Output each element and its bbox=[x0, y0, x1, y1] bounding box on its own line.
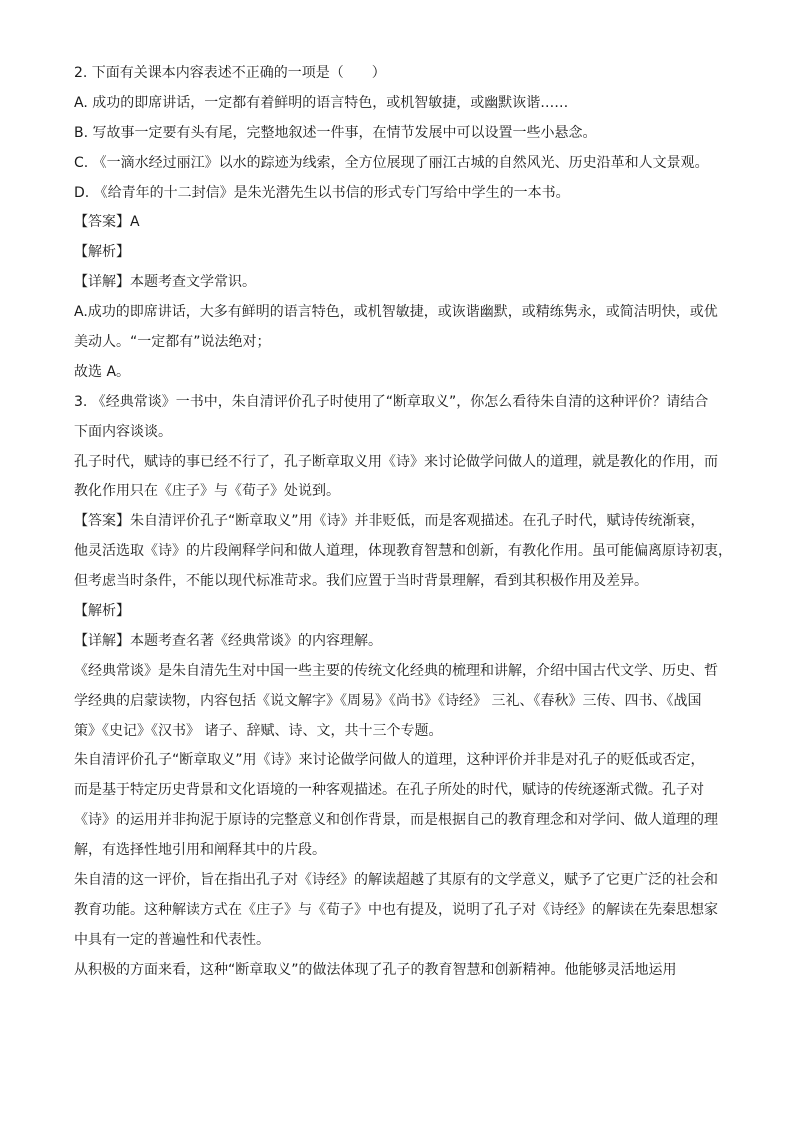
question-3-material-line-1: 孔子时代，赋诗的事已经不行了，孔子断章取义用《诗》来讨论做学问做人的道理，就是教化的作用，而 bbox=[74, 453, 718, 470]
option-a: A. 成功的即席讲话，一定都有着鲜明的语言特色，或机智敏捷，或幽默诙谐…… bbox=[74, 94, 569, 111]
option-d: D. 《给青年的十二封信》是朱光潜先生以书信的形式专门写给中学生的一本书。 bbox=[74, 184, 570, 201]
detail-3-para-3-line-1: 朱自清的这一评价，旨在指出孔子对《诗经》的解读超越了其原有的文学意义，赋予了它更广泛的社会和 bbox=[74, 872, 718, 889]
detail-2-line-2: 美动人。“一定都有”说法绝对； bbox=[74, 334, 271, 351]
answer-3-line-2: 他灵活选取《诗》的片段阐释学问和做人道理，体现教育智慧和创新，有教化作用。虽可能偏离原诗初衷， bbox=[74, 543, 732, 560]
detail-3-para-1-line-3: 策》《史记》《汉书》 诸子、辞赋、诗、文，共十三个专题。 bbox=[74, 722, 443, 739]
document-body bbox=[74, 62, 734, 989]
option-b: B. 写故事一定要有头有尾，完整地叙述一件事，在情节发展中可以设置一些小悬念。 bbox=[74, 124, 597, 141]
answer-3-line-3: 但考虑当时条件，不能以现代标准苛求。我们应置于当时背景理解，看到其积极作用及差异。 bbox=[74, 573, 648, 590]
detail-3-para-2-line-1: 朱自清评价孔子“断章取义”用《诗》来讨论做学问做人的道理，这种评价并非是对孔子的贬低或否定， bbox=[74, 752, 705, 769]
answer-2: 【答案】A bbox=[74, 214, 140, 231]
analysis-heading-2: 【解析】 bbox=[74, 244, 130, 261]
question-2-stem: 2. 下面有关课本内容表述不正确的一项是（ ） bbox=[74, 65, 386, 81]
detail-3-para-1-line-1: 《经典常谈》是朱自清先生对中国一些主要的传统文化经典的梳理和讲解，介绍中国古代文学、历史、哲 bbox=[74, 662, 718, 679]
answer-3-line-1: 【答案】朱自清评价孔子“断章取义”用《诗》并非贬低，而是客观描述。在孔子时代，赋诗传统渐衰， bbox=[74, 513, 705, 530]
option-c: C. 《一滴水经过丽江》以水的踪迹为线索，全方位展现了丽江古城的自然风光、历史沿革和人文景观。 bbox=[74, 154, 709, 171]
detail-3-para-2-line-4: 解，有选择性地引用和阐释其中的片段。 bbox=[74, 842, 326, 859]
detail-3-para-2-line-3: 《诗》的运用并非拘泥于原诗的完整意义和创作背景，而是根据自己的教育理念和对学问、做人道理的理 bbox=[74, 812, 718, 829]
detail-2-conclusion: 故选 A。 bbox=[74, 363, 131, 380]
detail-3-para-3-line-2: 教育功能。这种解读方式在《庄子》与《荀子》中也有提及，说明了孔子对《诗经》的解读在先秦思想家 bbox=[74, 901, 718, 918]
detail-3-para-1-line-2: 学经典的启蒙读物，内容包括《说文解字》《周易》《尚书》《诗经》 三礼、《春秋》三传、四书、《战国 bbox=[74, 692, 702, 709]
detail-3-para-4-line-1: 从积极的方面来看，这种“断章取义”的做法体现了孔子的教育智慧和创新精神。他能够灵活地运用 bbox=[74, 961, 677, 978]
detail-3-para-2-line-2: 而是基于特定历史背景和文化语境的一种客观描述。在孔子所处的时代，赋诗的传统逐渐式微。孔子对 bbox=[74, 782, 704, 799]
detail-3-para-3-line-3: 中具有一定的普遍性和代表性。 bbox=[74, 931, 270, 948]
detail-3: 【详解】本题考查名著《经典常谈》的内容理解。 bbox=[74, 632, 382, 649]
question-3-stem-line-1: 3. 《经典常谈》一书中，朱自清评价孔子时使用了“断章取义”，你怎么看待朱自清的这种评价？请结合 bbox=[74, 393, 709, 410]
detail-2-line-1: A.成功的即席讲话，大多有鲜明的语言特色，或机智敏捷，或诙谐幽默，或精练隽永，或简洁明快，或优 bbox=[74, 304, 718, 321]
question-3-material-line-2: 教化作用只在《庄子》与《荀子》处说到。 bbox=[74, 483, 340, 500]
detail-2: 【详解】本题考查文学常识。 bbox=[74, 274, 256, 291]
question-3-stem-line-2: 下面内容谈谈。 bbox=[74, 423, 172, 440]
analysis-heading-3: 【解析】 bbox=[74, 603, 130, 620]
